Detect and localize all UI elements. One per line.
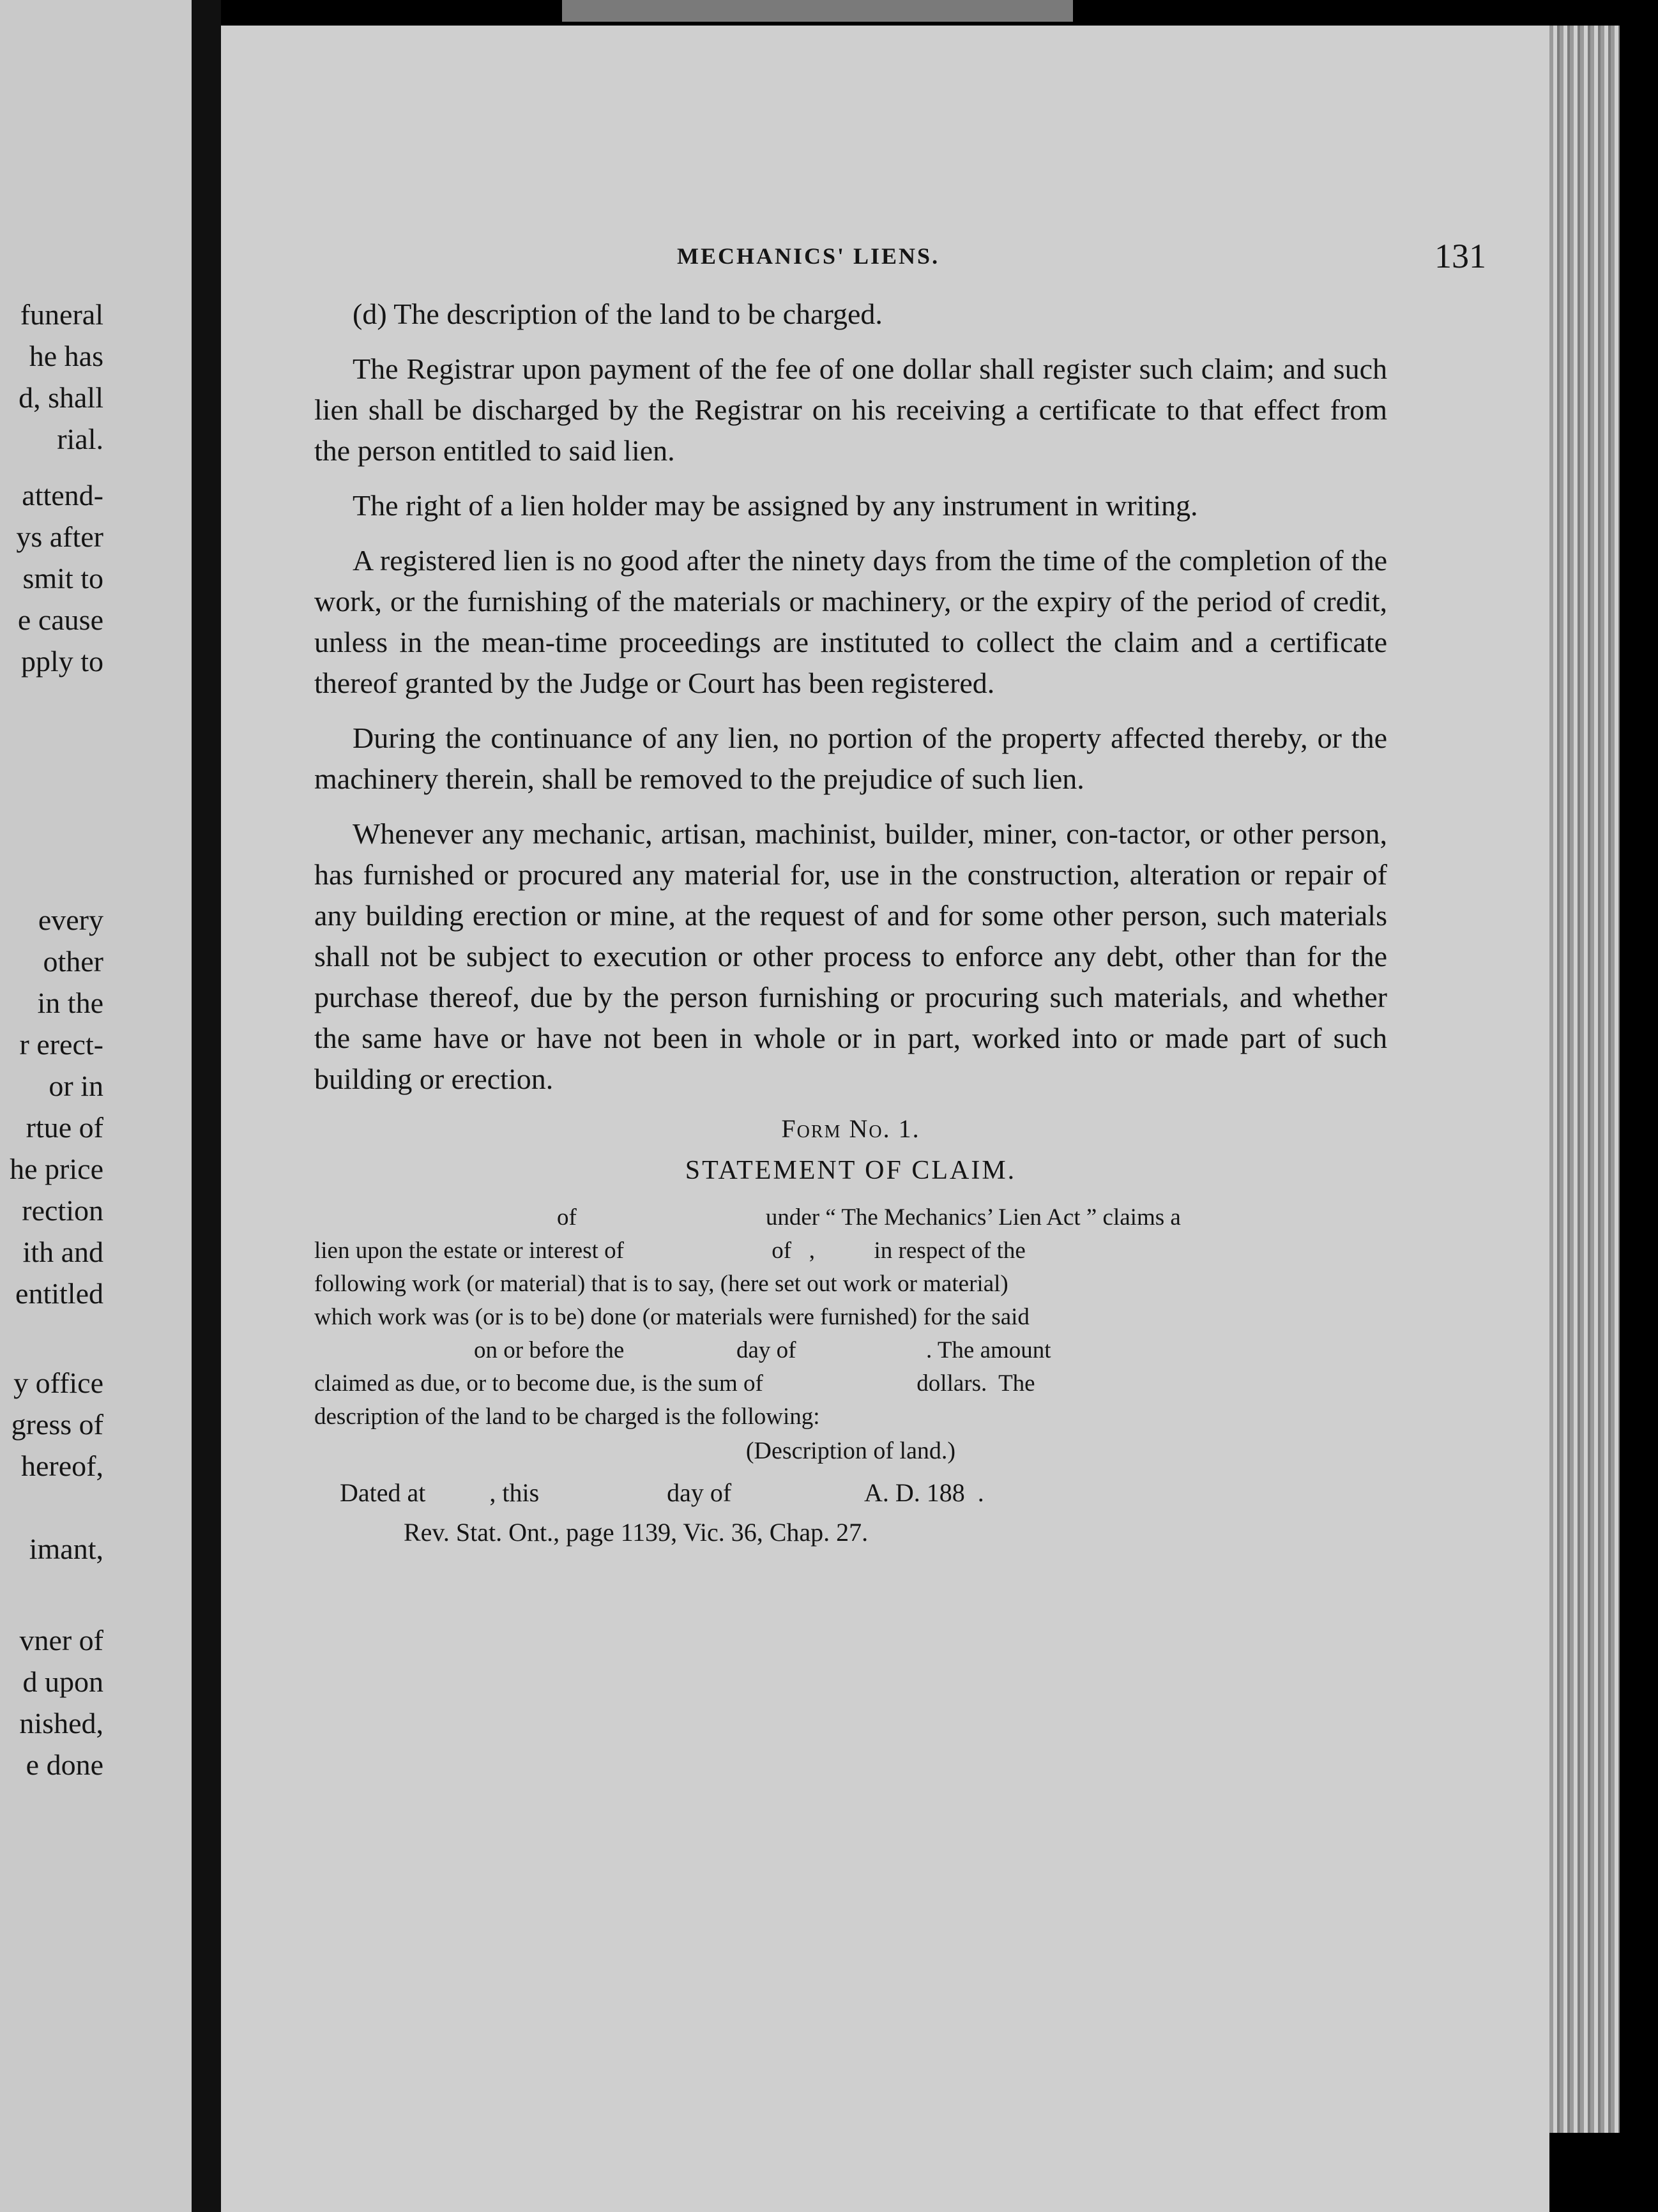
facing-page-line: attend- <box>22 479 103 511</box>
facing-page-line: rection <box>22 1194 103 1227</box>
form-line: following work (or material) that is to say, (here set out work or material) <box>314 1271 1008 1297</box>
paragraph-materials: Whenever any mechanic, artisan, machinist, builder, miner, con-tactor, or other person, has furnished or procured any material for, use in the construction, alteration or repair of any building erection or mine, at the request of and for some other person, such materials shall not be subject to execution or other process to enforce any debt, other than for the purchase thereof, due by the person furnishing or procuring such materials, and whether the same have or have not been in whole or in part, worked into or made part of such building or erection. <box>314 817 1387 1095</box>
facing-page-line: nished, <box>19 1707 103 1739</box>
facing-page-line: every <box>38 904 103 936</box>
paragraph-continuance: During the continuance of any lien, no portion of the property affected thereby, or the machinery therein, shall be removed to the prejudice of such lien. <box>314 722 1387 795</box>
form-number: Form No. 1. <box>781 1114 920 1143</box>
facing-page-line: vner of <box>19 1624 103 1656</box>
form-line: on or before the day of . The amount <box>474 1337 1051 1363</box>
facing-page-line: ith and <box>22 1236 103 1268</box>
facing-page-line: gress of <box>11 1408 103 1441</box>
paragraph-registered-lien: A registered lien is no good after the ninety days from the time of the completion of the work, or the furnishing of the materials or machinery, or the expiry of the period of credit, unless in the mean-time proceedings are instituted to collect the claim and a certificate thereof granted by the Judge or Court has been registered. <box>314 544 1387 699</box>
facing-page-line: rial. <box>57 423 103 455</box>
facing-page-line: pply to <box>20 645 103 678</box>
book-gutter <box>192 0 221 2212</box>
paragraph-d-description: (d) The description of the land to be charged. <box>353 298 883 330</box>
facing-page-line: entitled <box>15 1277 103 1310</box>
paragraph-assignment: The right of a lien holder may be assigned by any instrument in writing. <box>353 489 1198 522</box>
facing-page-line: he price <box>10 1153 103 1185</box>
facing-page-line: d, shall <box>19 381 103 414</box>
statute-citation: Rev. Stat. Ont., page 1139, Vic. 36, Chap. 27. <box>404 1518 869 1547</box>
form-line: claimed as due, or to become due, is the sum of dollars. The <box>314 1370 1035 1397</box>
facing-page-line: ys after <box>16 520 103 553</box>
facing-page-fragment <box>0 0 192 2212</box>
facing-page-line: y office <box>13 1367 103 1399</box>
page-stack-edge <box>1549 26 1620 2133</box>
running-head: MECHANICS' LIENS. <box>677 243 940 269</box>
page-body <box>314 294 1387 1550</box>
facing-page-line: e done <box>26 1748 103 1781</box>
facing-page-line: or in <box>49 1070 103 1102</box>
top-edge-strip <box>562 0 1073 22</box>
form-dated-line: Dated at , this day of A. D. 188 . <box>340 1478 984 1507</box>
facing-page-line: r erect- <box>19 1028 103 1061</box>
book-page <box>221 26 1549 2212</box>
paragraph-registrar: The Registrar upon payment of the fee of one dollar shall register such claim; and such lien shall be discharged by the Registrar on his receiving a certificate to that effect from the person entitled to said lien. <box>314 352 1387 467</box>
page-number: 131 <box>1434 237 1486 275</box>
facing-page-line: he has <box>29 340 103 372</box>
facing-page-line: e cause <box>17 603 103 636</box>
form-line: description of the land to be charged is the following: <box>314 1404 820 1430</box>
facing-page-line: imant, <box>29 1533 103 1565</box>
form-description-placeholder: (Description of land.) <box>745 1437 956 1464</box>
form-title: STATEMENT OF CLAIM. <box>685 1156 1017 1185</box>
form-line: which work was (or is to be) done (or materials were furnished) for the said <box>314 1304 1030 1330</box>
facing-page-line: rtue of <box>26 1111 103 1144</box>
form-line: lien upon the estate or interest of of , in respect of the <box>314 1238 1026 1264</box>
facing-page-line: other <box>43 945 103 978</box>
facing-page-line: in the <box>37 987 103 1019</box>
form-line: of under “ The Mechanics’ Lien Act ” claims a <box>557 1204 1181 1231</box>
facing-page-line: funeral <box>20 298 103 331</box>
form-body <box>314 1204 1387 1431</box>
facing-page-line: hereof, <box>21 1450 103 1482</box>
facing-page-line: smit to <box>22 562 103 595</box>
facing-page-line: d upon <box>22 1665 103 1698</box>
